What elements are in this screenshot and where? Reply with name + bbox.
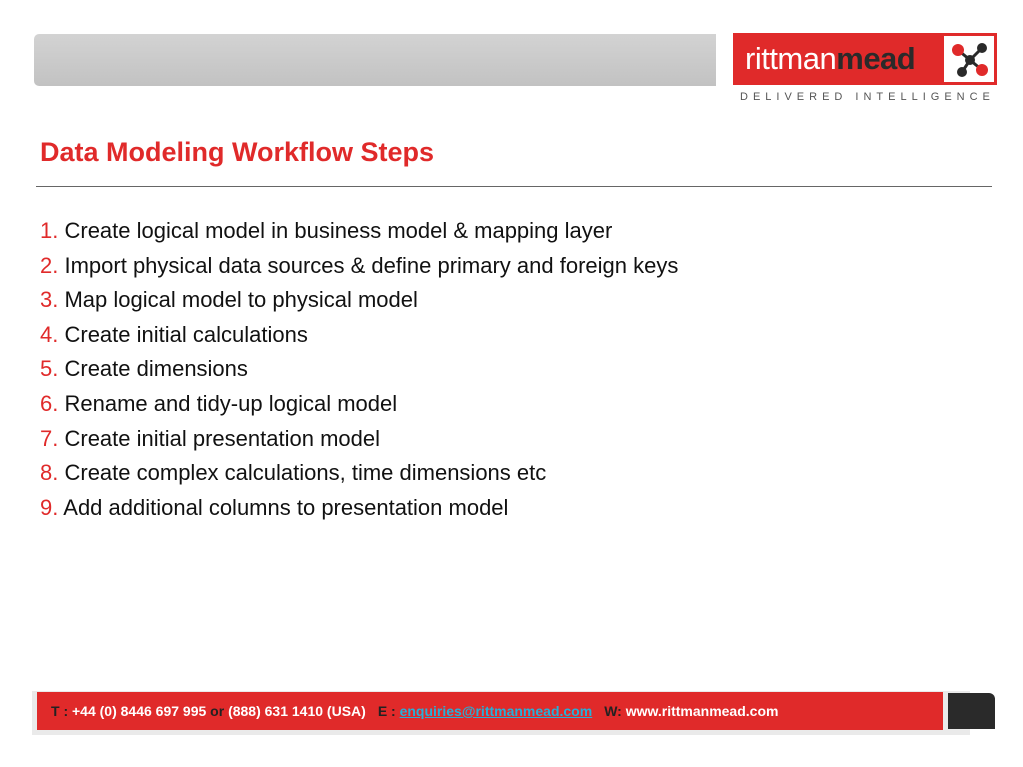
email-link[interactable]: enquiries@rittmanmead.com — [399, 703, 593, 719]
logo-wordmark-bold: mead — [836, 41, 916, 76]
list-item — [40, 387, 678, 422]
list-item — [40, 214, 678, 249]
step-text: Create dimensions — [64, 356, 248, 382]
footer-contact-bar — [37, 692, 943, 730]
list-item — [40, 318, 678, 353]
tagline: DELIVERED INTELLIGENCE — [740, 91, 995, 103]
logo-wordmark — [745, 41, 915, 77]
page-title: Data Modeling Workflow Steps — [40, 137, 435, 167]
footer-corner-block — [948, 693, 995, 729]
step-number: 4. — [40, 321, 59, 347]
list-item — [40, 352, 678, 387]
title-divider — [36, 186, 992, 187]
website-label: W: — [604, 703, 622, 719]
step-number: 7. — [40, 425, 59, 451]
website-link[interactable]: www.rittmanmead.com — [625, 703, 779, 719]
list-item — [40, 491, 678, 526]
molecule-icon — [944, 36, 994, 82]
phone-uk: +44 (0) 8446 697 995 — [72, 703, 207, 719]
step-text: Map logical model to physical model — [64, 287, 418, 313]
step-text: Import physical data sources & define primary and foreign keys — [64, 252, 679, 278]
list-item — [40, 456, 678, 491]
logo-wordmark-light: rittman — [745, 41, 837, 76]
step-text: Create logical model in business model & mapping layer — [64, 218, 613, 243]
step-number: 3. — [40, 287, 59, 313]
or-label: or — [210, 703, 225, 719]
step-number: 2. — [40, 252, 59, 278]
phone-label: T : — [51, 703, 69, 719]
step-number: 1. — [40, 218, 59, 243]
step-text: Create initial presentation model — [64, 425, 380, 451]
step-text: Create complex calculations, time dimensions etc — [64, 460, 547, 486]
header-bar — [34, 34, 716, 86]
list-item — [40, 283, 678, 318]
steps-list — [40, 214, 678, 525]
step-number: 8. — [40, 460, 59, 486]
step-text: Add additional columns to presentation model — [63, 494, 509, 520]
phone-us: (888) 631 1410 (USA) — [228, 703, 366, 719]
list-item — [40, 422, 678, 457]
step-number: 6. — [40, 390, 59, 416]
step-number: 5. — [40, 356, 59, 382]
step-text: Rename and tidy-up logical model — [64, 390, 398, 416]
email-label: E : — [377, 703, 396, 719]
step-text: Create initial calculations — [64, 321, 308, 347]
step-number: 9. — [40, 494, 59, 520]
list-item — [40, 249, 678, 284]
